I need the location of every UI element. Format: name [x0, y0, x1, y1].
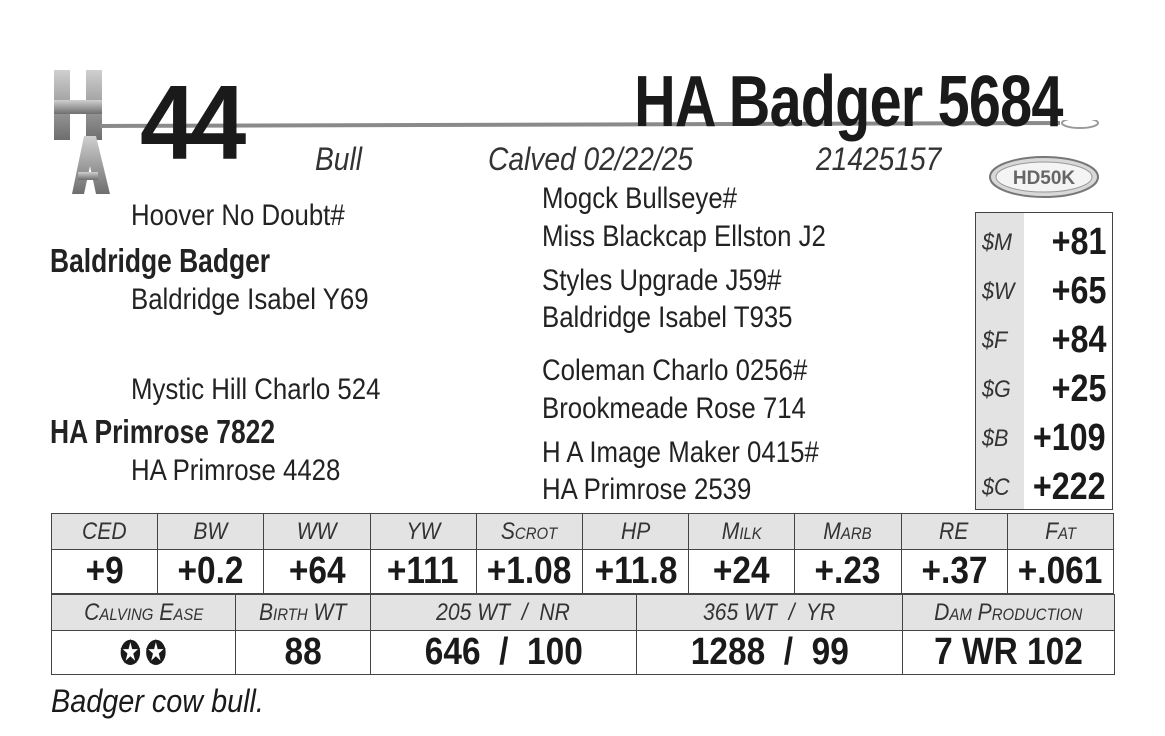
sire-dam: Baldridge Isabel Y69 [131, 283, 369, 316]
dam-name: HA Primrose 7822 [50, 413, 276, 450]
index-value: +109 [1033, 417, 1106, 459]
index-value: +84 [1051, 319, 1106, 361]
epd-value: +.37 [901, 550, 1007, 594]
weight-205: 646 / 100 [371, 631, 637, 675]
index-row [976, 313, 1114, 363]
index-value: +81 [1051, 221, 1106, 263]
dam-production: 7 WR 102 [903, 631, 1115, 675]
epd-header: RE [901, 514, 1007, 550]
dam-sire: Mystic Hill Charlo 524 [131, 373, 381, 406]
birth-weight: 88 [236, 631, 371, 675]
sire-name: Baldridge Badger [50, 242, 271, 279]
epd-value-row [52, 550, 1114, 594]
epd-header: Milk [689, 514, 795, 550]
animal-name: HA Badger 5684 [634, 62, 1063, 142]
epd-value: +11.8 [582, 550, 688, 594]
sire-sire: Hoover No Doubt# [131, 199, 345, 232]
perf-header: 365 WT / YR [637, 595, 903, 631]
index-row [976, 362, 1114, 412]
index-label: $M [982, 229, 1013, 256]
calving-ease-stars [52, 631, 236, 675]
epd-value: +1.08 [476, 550, 582, 594]
epd-header-row [52, 514, 1114, 550]
epd-header: WW [264, 514, 370, 550]
epd-value: +111 [370, 550, 476, 594]
index-label: $G [982, 376, 1011, 403]
dam-sire-dam: Brookmeade Rose 714 [542, 392, 806, 425]
performance-header-row [52, 595, 1115, 631]
index-label: $F [982, 327, 1008, 354]
performance-value-row [52, 631, 1115, 675]
index-values-box [975, 212, 1113, 510]
index-label: $C [982, 474, 1010, 501]
epd-value: +.061 [1007, 550, 1113, 594]
ha-brand-logo [48, 66, 128, 198]
epd-header: Marb [795, 514, 901, 550]
epd-value: +.23 [795, 550, 901, 594]
epd-header: Fat [1007, 514, 1113, 550]
index-row [976, 215, 1114, 265]
index-value: +65 [1051, 270, 1106, 312]
registration-number: 21425157 [816, 141, 942, 177]
index-value: +222 [1033, 466, 1106, 508]
sex-label: Bull [315, 141, 362, 177]
epd-header: CED [52, 514, 158, 550]
performance-table [51, 594, 1115, 675]
dam-dam: HA Primrose 4428 [131, 454, 341, 487]
index-label: $B [982, 425, 1009, 452]
star-icon: ✪ [119, 635, 142, 671]
perf-header: Birth WT [236, 595, 371, 631]
epd-table [51, 513, 1114, 594]
epd-header: HP [582, 514, 688, 550]
lot-number: 44 [140, 64, 241, 182]
perf-header: Calving Ease [52, 595, 236, 631]
epd-header: BW [158, 514, 264, 550]
weight-365: 1288 / 99 [637, 631, 903, 675]
epd-value: +64 [264, 550, 370, 594]
perf-header: 205 WT / NR [371, 595, 637, 631]
sire-dam-sire: Styles Upgrade J59# [542, 264, 782, 297]
index-value: +25 [1051, 368, 1106, 410]
sire-sire-dam: Miss Blackcap Ellston J2 [542, 220, 826, 253]
epd-header: YW [370, 514, 476, 550]
sire-sire-sire: Mogck Bullseye# [542, 182, 738, 215]
index-row [976, 411, 1114, 461]
epd-value: +0.2 [158, 550, 264, 594]
star-icon: ✪ [145, 635, 168, 671]
index-row [976, 264, 1114, 314]
dam-sire-sire: Coleman Charlo 0256# [542, 354, 808, 387]
epd-header: Scrot [476, 514, 582, 550]
epd-value: +9 [52, 550, 158, 594]
badge-text: HD50K [1012, 168, 1076, 189]
dam-dam-dam: HA Primrose 2539 [542, 473, 752, 506]
epd-value: +24 [689, 550, 795, 594]
index-label: $W [982, 278, 1015, 305]
hd50k-badge [988, 155, 1100, 199]
comment-text: Badger cow bull. [51, 683, 264, 719]
calved-date: Calved 02/22/25 [488, 141, 694, 177]
dam-dam-sire: H A Image Maker 0415# [542, 436, 819, 469]
index-row [976, 460, 1114, 510]
perf-header: Dam Production [903, 595, 1115, 631]
sire-dam-dam: Baldridge Isabel T935 [542, 301, 793, 334]
